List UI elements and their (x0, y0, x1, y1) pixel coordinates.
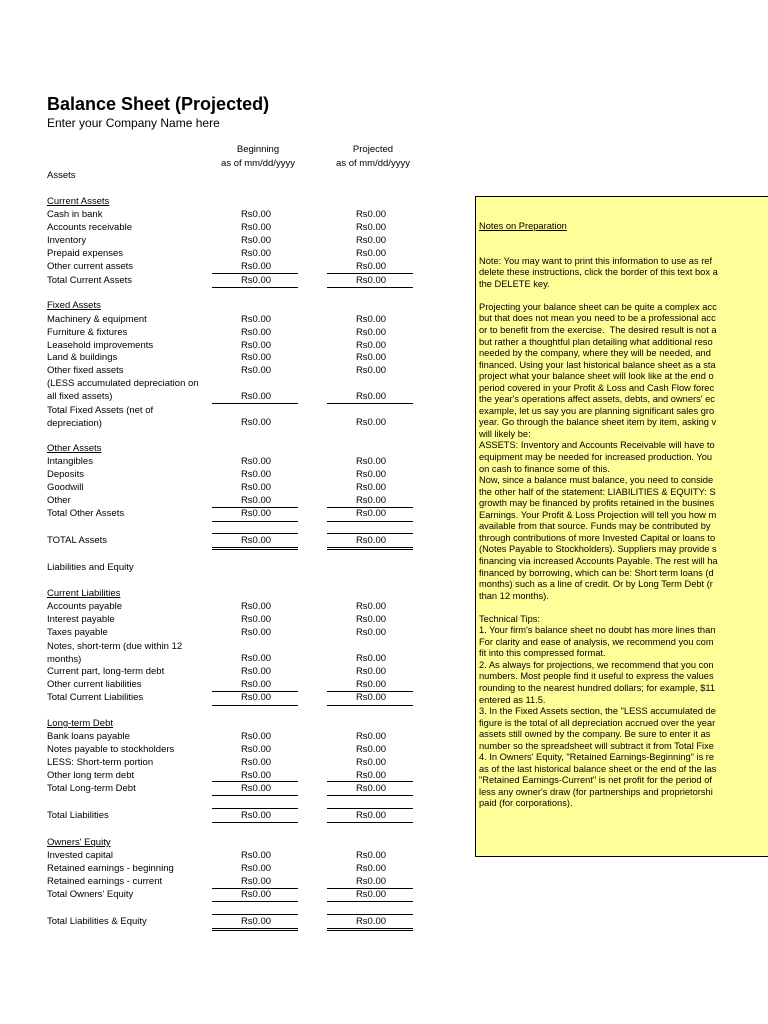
value-projected[interactable]: Rs0.00 (355, 757, 387, 768)
row-label: LESS: Short-term portion (47, 757, 154, 768)
double-underline (212, 928, 298, 929)
row-label: Inventory (47, 235, 87, 246)
row-label: Other current liabilities (47, 679, 142, 690)
value-projected[interactable]: Rs0.00 (355, 863, 387, 874)
row-label: Accounts payable (47, 601, 122, 612)
total-projected: Rs0.00 (355, 535, 387, 546)
total-projected: Rs0.00 (355, 783, 387, 794)
double-underline (212, 930, 298, 931)
total-projected: Rs0.00 (355, 508, 387, 519)
total-beginning: Rs0.00 (240, 275, 272, 286)
notes-body: Note: You may want to print this information to use as ref delete these instructions, click the border of this text box a the DELETE key. Projecting your balance sheet can be quite a complex acc but that does not mean you need to be a professional acc or to benefit from the exercise. The desired result is not a but rather a thoughtful plan detailing what additional reso needed by the company, where they will be needed, and financed. Using your last historical balance sheet as a sta project what your balance sheet will look like at the end o period covered in your Profit & Loss and Cash Flow forec the year's operations affect assets, debts, and owners' ec example, let us say you are planning significant sales gro year. Go through the balance sheet item by item, asking v will likely be: ASSETS: Inventory and Accounts Receivable will have to equipment may be needed for increased production. You on cash to finance some of this. Now, since a balance must balance, you need to conside the other half of the statement: LIABILITIES & EQUITY: S growth may be financed by profits retained in the busines Earnings. Your Profit & Loss Projection will tell you how m available from that source. Funds may be contributed by through contributions of more Invested Capital or loans to (Notes Payable to Stockholders). Suppliers may provide s financing via increased Accounts Payable. The rest will ha financed by borrowing, which can be: Short term loans (d months) such as a line of credit. Or by Long Term Debt (r than 12 months). Technical Tips: 1. Your firm's balance sheet no doubt has more lines than For clarity and ease of analysis, we recommend you com fit into this compressed format. 2. As always for projections, we recommend that you con numbers. Most people find it useful to express the values rounding to the nearest hundred dollars; for example, $11 entered as 11.5. 3. In the Fixed Assets section, the "LESS accumulated de figure is the total of all depreciation accrued over the year assets still owned by the company. Be sure to enter it as number so the spreadsheet will subtract it from Total Fixe 4. In Owners' Equity, "Retained Earnings-Beginning" is re as of the last historical balance sheet or the end of the las "Retained Earnings-Current" is net profit for the period of less any owner's draw (for partnerships and proprietorshi paid (for corporations). (479, 255, 718, 809)
row-label: Bank loans payable (47, 731, 130, 742)
total-beginning: Rs0.00 (240, 692, 272, 703)
total-underline (212, 795, 298, 796)
total-projected: Rs0.00 (355, 916, 387, 927)
total-underline (327, 901, 413, 902)
section-title-other-assets: Other Assets (47, 443, 102, 454)
section-title-fixed-assets: Fixed Assets (47, 300, 101, 311)
value-projected[interactable]: Rs0.00 (355, 365, 387, 376)
row-label: Current part, long-term debt (47, 666, 165, 677)
section-title-current-liabilities: Current Liabilities (47, 588, 121, 599)
total-label: Total Liabilities (47, 810, 109, 821)
value-beginning[interactable]: Rs0.00 (240, 235, 272, 246)
value-projected[interactable]: Rs0.00 (355, 614, 387, 625)
double-underline (212, 547, 298, 548)
value-projected[interactable]: Rs0.00 (355, 327, 387, 338)
column-beginning-label: Beginning (236, 144, 280, 155)
row-label: Notes payable to stockholders (47, 744, 175, 755)
total-underline (327, 521, 413, 522)
liabilities-heading: Liabilities and Equity (47, 562, 134, 573)
total-underline (212, 287, 298, 288)
row-label: Deposits (47, 469, 84, 480)
value-projected[interactable]: Rs0.00 (355, 261, 387, 272)
value-beginning[interactable]: Rs0.00 (240, 757, 272, 768)
total-beginning: Rs0.00 (240, 810, 272, 821)
value-projected[interactable]: Rs0.00 (355, 235, 387, 246)
total-underline (327, 822, 413, 823)
total-label: Total Long-term Debt (47, 783, 136, 794)
row-label: Land & buildings (47, 352, 118, 363)
row-label: Other current assets (47, 261, 134, 272)
value-projected[interactable]: Rs0.00 (355, 653, 387, 664)
value-beginning[interactable]: Rs0.00 (240, 209, 272, 220)
double-underline (212, 549, 298, 550)
assets-heading: Assets (47, 170, 76, 181)
value-beginning[interactable]: Rs0.00 (240, 653, 272, 664)
row-label: Retained earnings - current (47, 876, 163, 887)
value-projected[interactable]: Rs0.00 (355, 482, 387, 493)
value-beginning[interactable]: Rs0.00 (240, 731, 272, 742)
row-label: Interest payable (47, 614, 115, 625)
row-label: Furniture & fixtures (47, 327, 128, 338)
value-beginning[interactable]: Rs0.00 (240, 601, 272, 612)
total-underline (212, 901, 298, 902)
value-beginning[interactable]: Rs0.00 (240, 391, 272, 402)
value-beginning[interactable]: Rs0.00 (240, 327, 272, 338)
value-projected[interactable]: Rs0.00 (355, 456, 387, 467)
total-underline (212, 705, 298, 706)
row-label: (LESS accumulated depreciation on all fixed assets) (47, 378, 199, 402)
total-beginning: Rs0.00 (240, 916, 272, 927)
value-beginning[interactable]: Rs0.00 (240, 456, 272, 467)
value-beginning[interactable]: Rs0.00 (240, 679, 272, 690)
column-header-beginning (198, 143, 318, 171)
value-projected[interactable]: Rs0.00 (355, 876, 387, 887)
value-projected[interactable]: Rs0.00 (355, 495, 387, 506)
total-label: TOTAL Assets (47, 535, 108, 546)
value-projected[interactable]: Rs0.00 (355, 469, 387, 480)
row-label: Accounts receivable (47, 222, 133, 233)
value-beginning[interactable]: Rs0.00 (240, 666, 272, 677)
total-label: Total Other Assets (47, 508, 125, 519)
notes-title: Notes on Preparation (479, 221, 567, 232)
value-beginning[interactable]: Rs0.00 (240, 495, 272, 506)
double-underline (327, 549, 413, 550)
page-title: Balance Sheet (Projected) (47, 94, 270, 114)
total-projected: Rs0.00 (355, 810, 387, 821)
total-underline (327, 705, 413, 706)
value-beginning[interactable]: Rs0.00 (240, 863, 272, 874)
value-beginning[interactable]: Rs0.00 (240, 850, 272, 861)
total-projected: Rs0.00 (355, 417, 387, 428)
total-beginning: Rs0.00 (240, 508, 272, 519)
value-beginning[interactable]: Rs0.00 (240, 744, 272, 755)
value-projected[interactable]: Rs0.00 (355, 627, 387, 638)
row-label: Prepaid expenses (47, 248, 124, 259)
total-label: Total Current Assets (47, 275, 133, 286)
total-beginning: Rs0.00 (240, 417, 272, 428)
value-beginning[interactable]: Rs0.00 (240, 314, 272, 325)
value-beginning[interactable]: Rs0.00 (240, 222, 272, 233)
row-label: Leasehold improvements (47, 340, 154, 351)
value-projected[interactable]: Rs0.00 (355, 731, 387, 742)
value-beginning[interactable]: Rs0.00 (240, 627, 272, 638)
row-label: Invested capital (47, 850, 114, 861)
row-label: Other fixed assets (47, 365, 124, 376)
sum-underline (327, 403, 413, 404)
value-beginning[interactable]: Rs0.00 (240, 261, 272, 272)
company-name: Enter your Company Name here (47, 116, 220, 130)
row-label: Retained earnings - beginning (47, 863, 174, 874)
total-projected: Rs0.00 (355, 889, 387, 900)
total-underline (212, 521, 298, 522)
sum-underline (212, 403, 298, 404)
column-projected-date: as of mm/dd/yyyy (336, 158, 410, 169)
total-underline (212, 822, 298, 823)
total-projected: Rs0.00 (355, 275, 387, 286)
row-label: Taxes payable (47, 627, 108, 638)
value-projected[interactable]: Rs0.00 (355, 770, 387, 781)
column-beginning-date: as of mm/dd/yyyy (221, 158, 295, 169)
total-beginning: Rs0.00 (240, 783, 272, 794)
total-underline (327, 287, 413, 288)
value-projected[interactable]: Rs0.00 (355, 679, 387, 690)
value-projected[interactable]: Rs0.00 (355, 601, 387, 612)
total-beginning: Rs0.00 (240, 535, 272, 546)
double-underline (327, 547, 413, 548)
row-label: Goodwill (47, 482, 84, 493)
row-label: Intangibles (47, 456, 93, 467)
double-underline (327, 930, 413, 931)
row-label: Notes, short-term (due within 12 months) (47, 641, 183, 665)
value-beginning[interactable]: Rs0.00 (240, 352, 272, 363)
section-title-current-assets: Current Assets (47, 196, 110, 207)
total-label: Total Fixed Assets (net of depreciation) (47, 405, 154, 429)
total-label: Total Liabilities & Equity (47, 916, 147, 927)
value-beginning[interactable]: Rs0.00 (240, 248, 272, 259)
value-beginning[interactable]: Rs0.00 (240, 876, 272, 887)
value-projected[interactable]: Rs0.00 (355, 391, 387, 402)
value-projected[interactable]: Rs0.00 (355, 744, 387, 755)
value-beginning[interactable]: Rs0.00 (240, 614, 272, 625)
notes-content (479, 198, 768, 833)
row-label: Other long term debt (47, 770, 135, 781)
value-projected[interactable]: Rs0.00 (355, 248, 387, 259)
section-title-long-term-debt: Long-term Debt (47, 718, 114, 729)
value-projected[interactable]: Rs0.00 (355, 850, 387, 861)
value-projected[interactable]: Rs0.00 (355, 209, 387, 220)
section-title-owners-equity: Owners' Equity (47, 837, 111, 848)
value-projected[interactable]: Rs0.00 (355, 340, 387, 351)
total-projected: Rs0.00 (355, 692, 387, 703)
double-underline (327, 928, 413, 929)
value-projected[interactable]: Rs0.00 (355, 314, 387, 325)
total-label: Total Owners' Equity (47, 889, 134, 900)
row-label: Cash in bank (47, 209, 103, 220)
value-projected[interactable]: Rs0.00 (355, 222, 387, 233)
total-beginning: Rs0.00 (240, 889, 272, 900)
value-beginning[interactable]: Rs0.00 (240, 340, 272, 351)
total-underline (327, 795, 413, 796)
column-header-projected (313, 143, 433, 171)
value-projected[interactable]: Rs0.00 (355, 666, 387, 677)
value-beginning[interactable]: Rs0.00 (240, 482, 272, 493)
value-beginning[interactable]: Rs0.00 (240, 365, 272, 376)
column-projected-label: Projected (352, 144, 394, 155)
row-label: Other (47, 495, 71, 506)
notes-text-box[interactable] (475, 196, 768, 857)
value-beginning[interactable]: Rs0.00 (240, 469, 272, 480)
total-label: Total Current Liabilities (47, 692, 144, 703)
value-beginning[interactable]: Rs0.00 (240, 770, 272, 781)
value-projected[interactable]: Rs0.00 (355, 352, 387, 363)
row-label: Machinery & equipment (47, 314, 147, 325)
